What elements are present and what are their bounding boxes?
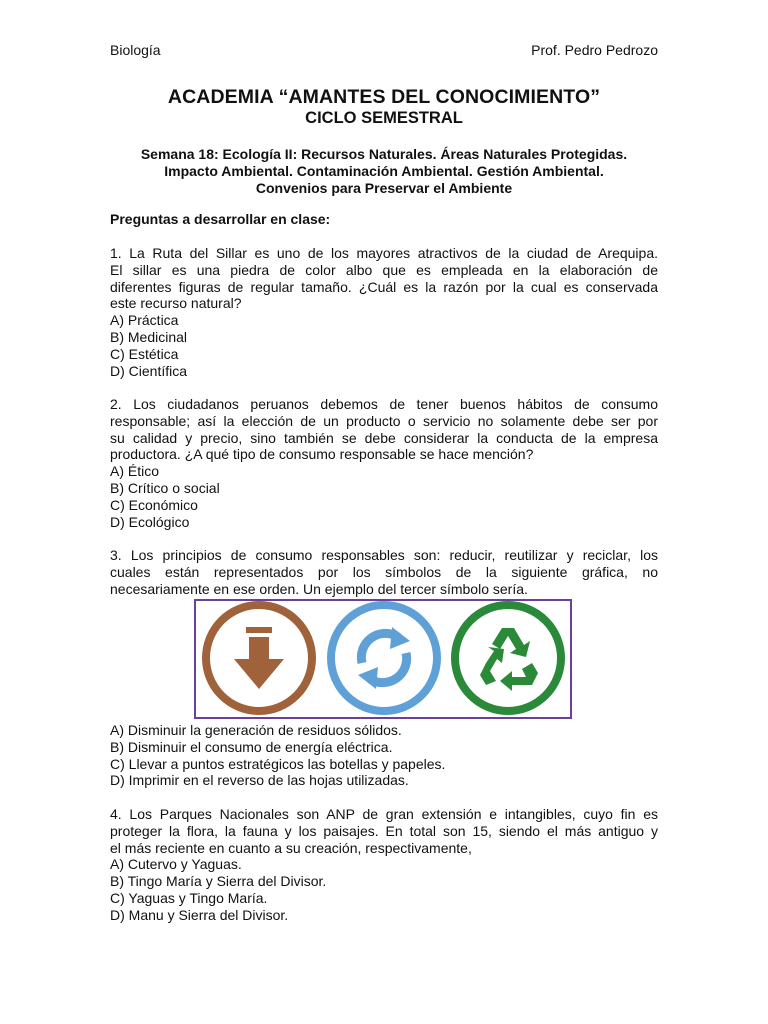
answer-option: A) Ético	[110, 463, 160, 480]
answer-option: D) Ecológico	[110, 513, 190, 530]
consumption-symbols-figure	[194, 599, 572, 719]
question-2	[110, 396, 658, 530]
teacher-label: Prof. Pedro Pedrozo	[531, 42, 658, 58]
question-stem-line: diferentes figuras de regular tamaño. ¿Cuál es la razón por la cual es conservada	[110, 278, 658, 295]
cycle-subtitle: CICLO SEMESTRAL	[305, 109, 463, 127]
question-3	[110, 547, 658, 597]
answer-option: A) Disminuir la generación de residuos sólidos.	[110, 722, 402, 738]
question-stem-line: este recurso natural?	[110, 295, 242, 312]
answer-option: B) Disminuir el consumo de energía eléctrica.	[110, 738, 393, 755]
subject-label: Biología	[110, 42, 161, 58]
question-stem-line: 4. Los Parques Nacionales son ANP de gran extensión e intangibles, cuyo fin es	[110, 806, 658, 822]
section-heading: Preguntas a desarrollar en clase:	[110, 211, 331, 227]
answer-option: D) Científica	[110, 362, 188, 379]
question-stem-line: necesariamente en ese orden. Un ejemplo del tercer símbolo sería.	[110, 580, 528, 597]
question-3-options	[110, 722, 658, 789]
question-stem-line: 1. La Ruta del Sillar es uno de los mayores atractivos de la ciudad de Arequipa.	[110, 245, 658, 261]
answer-option: C) Económico	[110, 496, 198, 513]
week-topic-line: Impacto Ambiental. Contaminación Ambiental. Gestión Ambiental.	[164, 163, 604, 179]
answer-option: D) Imprimir en el reverso de las hojas utilizadas.	[110, 772, 409, 789]
answer-option: A) Práctica	[110, 312, 179, 329]
question-stem-line: el más reciente en cuanto a su creación, respectivamente,	[110, 839, 472, 856]
answer-option: C) Llevar a puntos estratégicos las botellas y papeles.	[110, 755, 446, 772]
answer-option: A) Cutervo y Yaguas.	[110, 856, 242, 873]
academy-title: ACADEMIA “AMANTES DEL CONOCIMIENTO”	[167, 86, 601, 108]
question-stem-line: productora. ¿A qué tipo de consumo responsable se hace mención?	[110, 446, 534, 463]
reuse-circular-arrows-icon	[331, 605, 437, 711]
question-stem-line: su calidad y precio, sino también se debe considerar la conducta de la empresa	[110, 429, 658, 446]
week-topic-line: Convenios para Preservar el Ambiente	[255, 180, 513, 196]
answer-option: C) Estética	[110, 345, 179, 362]
question-stem-line: responsable; así la elección de un producto o servicio no solamente debe ser por	[110, 412, 658, 429]
question-4	[110, 806, 658, 924]
week-topic	[110, 146, 658, 197]
week-topic-line: Semana 18: Ecología II: Recursos Naturales. Áreas Naturales Protegidas.	[140, 146, 628, 162]
answer-option: D) Manu y Sierra del Divisor.	[110, 906, 289, 923]
answer-option: B) Tingo María y Sierra del Divisor.	[110, 873, 327, 890]
question-stem-line: cuales están representados por los símbolos de la siguiente gráfica, no	[110, 563, 658, 580]
question-stem-line: 2. Los ciudadanos peruanos debemos de tener buenos hábitos de consumo	[110, 396, 658, 412]
recycle-icon	[455, 605, 561, 711]
reduce-arrow-down-icon	[206, 605, 312, 711]
answer-option: B) Medicinal	[110, 328, 188, 345]
question-stem-line: El sillar es una piedra de color albo que es empleada en la elaboración de	[110, 261, 658, 278]
question-1	[110, 245, 658, 379]
question-stem-line: proteger la flora, la fauna y los paisajes. En total son 15, siendo el más antiguo y	[110, 822, 658, 839]
question-stem-line: 3. Los principios de consumo responsables son: reducir, reutilizar y reciclar, los	[110, 547, 658, 563]
answer-option: B) Crítico o social	[110, 479, 220, 496]
answer-option: C) Yaguas y Tingo María.	[110, 889, 268, 906]
